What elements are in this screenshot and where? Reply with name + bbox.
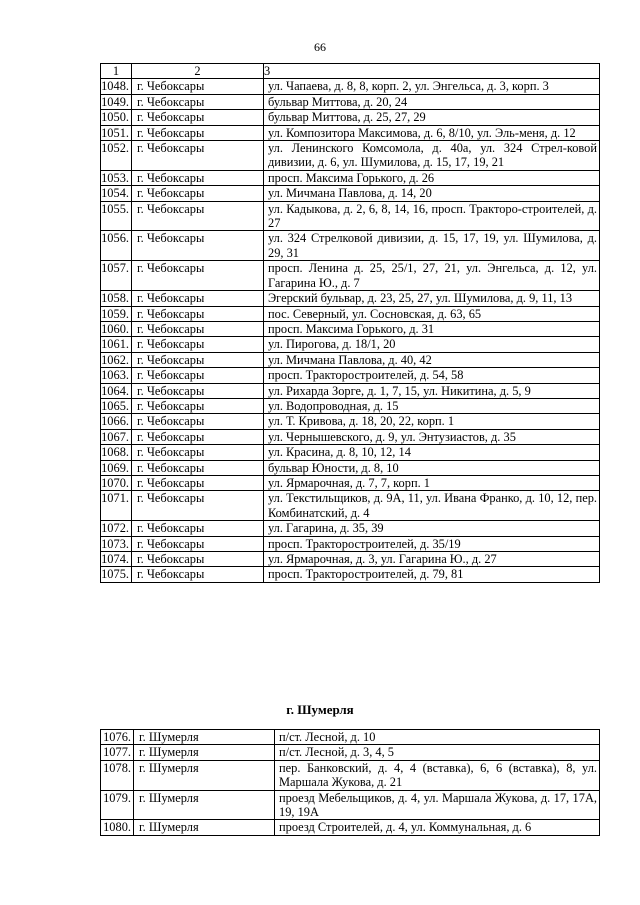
table-row: [101, 398, 600, 413]
row-number: 1058.: [101, 291, 132, 306]
row-number: 1080.: [101, 820, 134, 835]
row-city: г. Чебоксары: [132, 170, 264, 185]
table-row: [101, 383, 600, 398]
row-number: 1056.: [101, 231, 132, 261]
row-number: 1072.: [101, 521, 132, 536]
row-address: ул. Чернышевского, д. 9, ул. Энтузиастов, д. 35: [264, 429, 600, 444]
row-city: г. Чебоксары: [132, 521, 264, 536]
row-address: проезд Строителей, д. 4, ул. Коммунальная, д. 6: [275, 820, 600, 835]
row-number: 1068.: [101, 445, 132, 460]
row-address: бульвар Юности, д. 8, 10: [264, 460, 600, 475]
row-number: 1075.: [101, 567, 132, 582]
row-number: 1052.: [101, 141, 132, 171]
row-address: просп. Тракторостроителей, д. 79, 81: [264, 567, 600, 582]
row-city: г. Чебоксары: [132, 261, 264, 291]
row-number: 1065.: [101, 398, 132, 413]
row-city: г. Чебоксары: [132, 291, 264, 306]
row-city: г. Шумерля: [134, 760, 275, 790]
row-city: г. Чебоксары: [132, 445, 264, 460]
row-city: г. Чебоксары: [132, 552, 264, 567]
row-city: г. Чебоксары: [132, 475, 264, 490]
row-city: г. Чебоксары: [132, 306, 264, 321]
table-row: [101, 337, 600, 352]
table-row: [101, 475, 600, 490]
addresses-table-cheboksary: [100, 63, 600, 583]
table-row: [101, 552, 600, 567]
row-address: п/ст. Лесной, д. 3, 4, 5: [275, 745, 600, 760]
table-row: [101, 261, 600, 291]
row-city: г. Чебоксары: [132, 383, 264, 398]
row-number: 1069.: [101, 460, 132, 475]
row-city: г. Чебоксары: [132, 94, 264, 109]
row-address: просп. Ленина д. 25, 25/1, 27, 21, ул. Энгельса, д. 12, ул. Гагарина Ю., д. 7: [264, 261, 600, 291]
row-address: ул. Ярмарочная, д. 3, ул. Гагарина Ю., д. 27: [264, 552, 600, 567]
row-address: ул. Т. Кривова, д. 18, 20, 22, корп. 1: [264, 414, 600, 429]
section-title: г. Шумерля: [286, 702, 354, 717]
row-address: п/ст. Лесной, д. 10: [275, 730, 600, 745]
row-city: г. Шумерля: [134, 820, 275, 835]
row-number: 1066.: [101, 414, 132, 429]
header-col-2: 2: [132, 64, 264, 79]
row-address: Эгерский бульвар, д. 23, 25, 27, ул. Шумилова, д. 9, 11, 13: [264, 291, 600, 306]
table-row: [101, 231, 600, 261]
row-address: ул. Рихарда Зорге, д. 1, 7, 15, ул. Никитина, д. 5, 9: [264, 383, 600, 398]
row-city: г. Шумерля: [134, 730, 275, 745]
row-address: пос. Северный, ул. Сосновская, д. 63, 65: [264, 306, 600, 321]
table-row: [101, 491, 600, 521]
row-city: г. Чебоксары: [132, 429, 264, 444]
table-row: [101, 141, 600, 171]
row-number: 1054.: [101, 186, 132, 201]
row-address: ул. Красина, д. 8, 10, 12, 14: [264, 445, 600, 460]
row-city: г. Чебоксары: [132, 321, 264, 336]
table-row: [101, 460, 600, 475]
table-header-row: [101, 64, 600, 79]
row-city: г. Чебоксары: [132, 567, 264, 582]
row-number: 1074.: [101, 552, 132, 567]
table-row: [101, 352, 600, 367]
row-number: 1050.: [101, 110, 132, 125]
row-number: 1064.: [101, 383, 132, 398]
row-address: просп. Тракторостроителей, д. 35/19: [264, 536, 600, 551]
row-address: пер. Банковский, д. 4, 4 (вставка), 6, 6 (вставка), 8, ул. Маршала Жукова, д. 21: [275, 760, 600, 790]
row-city: г. Чебоксары: [132, 79, 264, 94]
row-address: ул. 324 Стрелковой дивизии, д. 15, 17, 19, ул. Шумилова, д. 29, 31: [264, 231, 600, 261]
row-address: просп. Максима Горького, д. 31: [264, 321, 600, 336]
table-row: [101, 760, 600, 790]
row-city: г. Чебоксары: [132, 110, 264, 125]
table-row: [101, 125, 600, 140]
row-address: ул. Гагарина, д. 35, 39: [264, 521, 600, 536]
row-city: г. Чебоксары: [132, 186, 264, 201]
table-row: [101, 79, 600, 94]
row-number: 1051.: [101, 125, 132, 140]
table-row: [101, 790, 600, 820]
table-row: [101, 201, 600, 231]
row-number: 1053.: [101, 170, 132, 185]
row-city: г. Чебоксары: [132, 398, 264, 413]
row-address: ул. Ярмарочная, д. 7, 7, корп. 1: [264, 475, 600, 490]
row-address: ул. Композитора Максимова, д. 6, 8/10, ул. Эль-меня, д. 12: [264, 125, 600, 140]
row-number: 1062.: [101, 352, 132, 367]
row-number: 1076.: [101, 730, 134, 745]
header-col-3: 3: [264, 64, 600, 79]
row-address: ул. Пирогова, д. 18/1, 20: [264, 337, 600, 352]
table-row: [101, 820, 600, 835]
row-address: ул. Мичмана Павлова, д. 14, 20: [264, 186, 600, 201]
table-row: [101, 521, 600, 536]
row-city: г. Чебоксары: [132, 368, 264, 383]
row-city: г. Чебоксары: [132, 460, 264, 475]
row-city: г. Чебоксары: [132, 491, 264, 521]
row-address: просп. Максима Горького, д. 26: [264, 170, 600, 185]
row-address: проезд Мебельщиков, д. 4, ул. Маршала Жукова, д. 17, 17А, 19, 19А: [275, 790, 600, 820]
row-number: 1060.: [101, 321, 132, 336]
row-number: 1077.: [101, 745, 134, 760]
table-row: [101, 110, 600, 125]
table-row: [101, 745, 600, 760]
page-number: 66: [314, 40, 326, 54]
row-address: бульвар Миттова, д. 25, 27, 29: [264, 110, 600, 125]
row-address: ул. Чапаева, д. 8, 8, корп. 2, ул. Энгельса, д. 3, корп. 3: [264, 79, 600, 94]
row-city: г. Чебоксары: [132, 337, 264, 352]
row-address: ул. Ленинского Комсомола, д. 40а, ул. 324 Стрел-ковой дивизии, д. 6, ул. Шумилова, д. 15, 17, 19, 21: [264, 141, 600, 171]
row-number: 1061.: [101, 337, 132, 352]
row-number: 1067.: [101, 429, 132, 444]
row-address: ул. Кадыкова, д. 2, 6, 8, 14, 16, просп. Тракторо-строителей, д. 27: [264, 201, 600, 231]
table-row: [101, 567, 600, 582]
table-row: [101, 429, 600, 444]
row-number: 1057.: [101, 261, 132, 291]
row-number: 1073.: [101, 536, 132, 551]
row-number: 1059.: [101, 306, 132, 321]
table-row: [101, 306, 600, 321]
table-row: [101, 170, 600, 185]
row-address: бульвар Миттова, д. 20, 24: [264, 94, 600, 109]
header-col-1: 1: [101, 64, 132, 79]
row-city: г. Чебоксары: [132, 536, 264, 551]
row-number: 1078.: [101, 760, 134, 790]
table-row: [101, 94, 600, 109]
table-row: [101, 291, 600, 306]
table-row: [101, 321, 600, 336]
row-city: г. Чебоксары: [132, 352, 264, 367]
row-number: 1070.: [101, 475, 132, 490]
table-row: [101, 445, 600, 460]
row-city: г. Чебоксары: [132, 414, 264, 429]
row-address: ул. Водопроводная, д. 15: [264, 398, 600, 413]
table-row: [101, 368, 600, 383]
row-number: 1063.: [101, 368, 132, 383]
table-row: [101, 186, 600, 201]
row-city: г. Шумерля: [134, 745, 275, 760]
row-city: г. Чебоксары: [132, 201, 264, 231]
table-row: [101, 730, 600, 745]
row-address: просп. Тракторостроителей, д. 54, 58: [264, 368, 600, 383]
row-address: ул. Текстильщиков, д. 9А, 11, ул. Ивана Франко, д. 10, 12, пер. Комбинатский, д. 4: [264, 491, 600, 521]
row-number: 1049.: [101, 94, 132, 109]
row-city: г. Чебоксары: [132, 231, 264, 261]
row-number: 1079.: [101, 790, 134, 820]
row-city: г. Чебоксары: [132, 125, 264, 140]
table-row: [101, 536, 600, 551]
row-city: г. Шумерля: [134, 790, 275, 820]
table-row: [101, 414, 600, 429]
row-number: 1055.: [101, 201, 132, 231]
row-address: ул. Мичмана Павлова, д. 40, 42: [264, 352, 600, 367]
row-city: г. Чебоксары: [132, 141, 264, 171]
row-number: 1071.: [101, 491, 132, 521]
addresses-table-shumerlya: [100, 729, 600, 836]
row-number: 1048.: [101, 79, 132, 94]
